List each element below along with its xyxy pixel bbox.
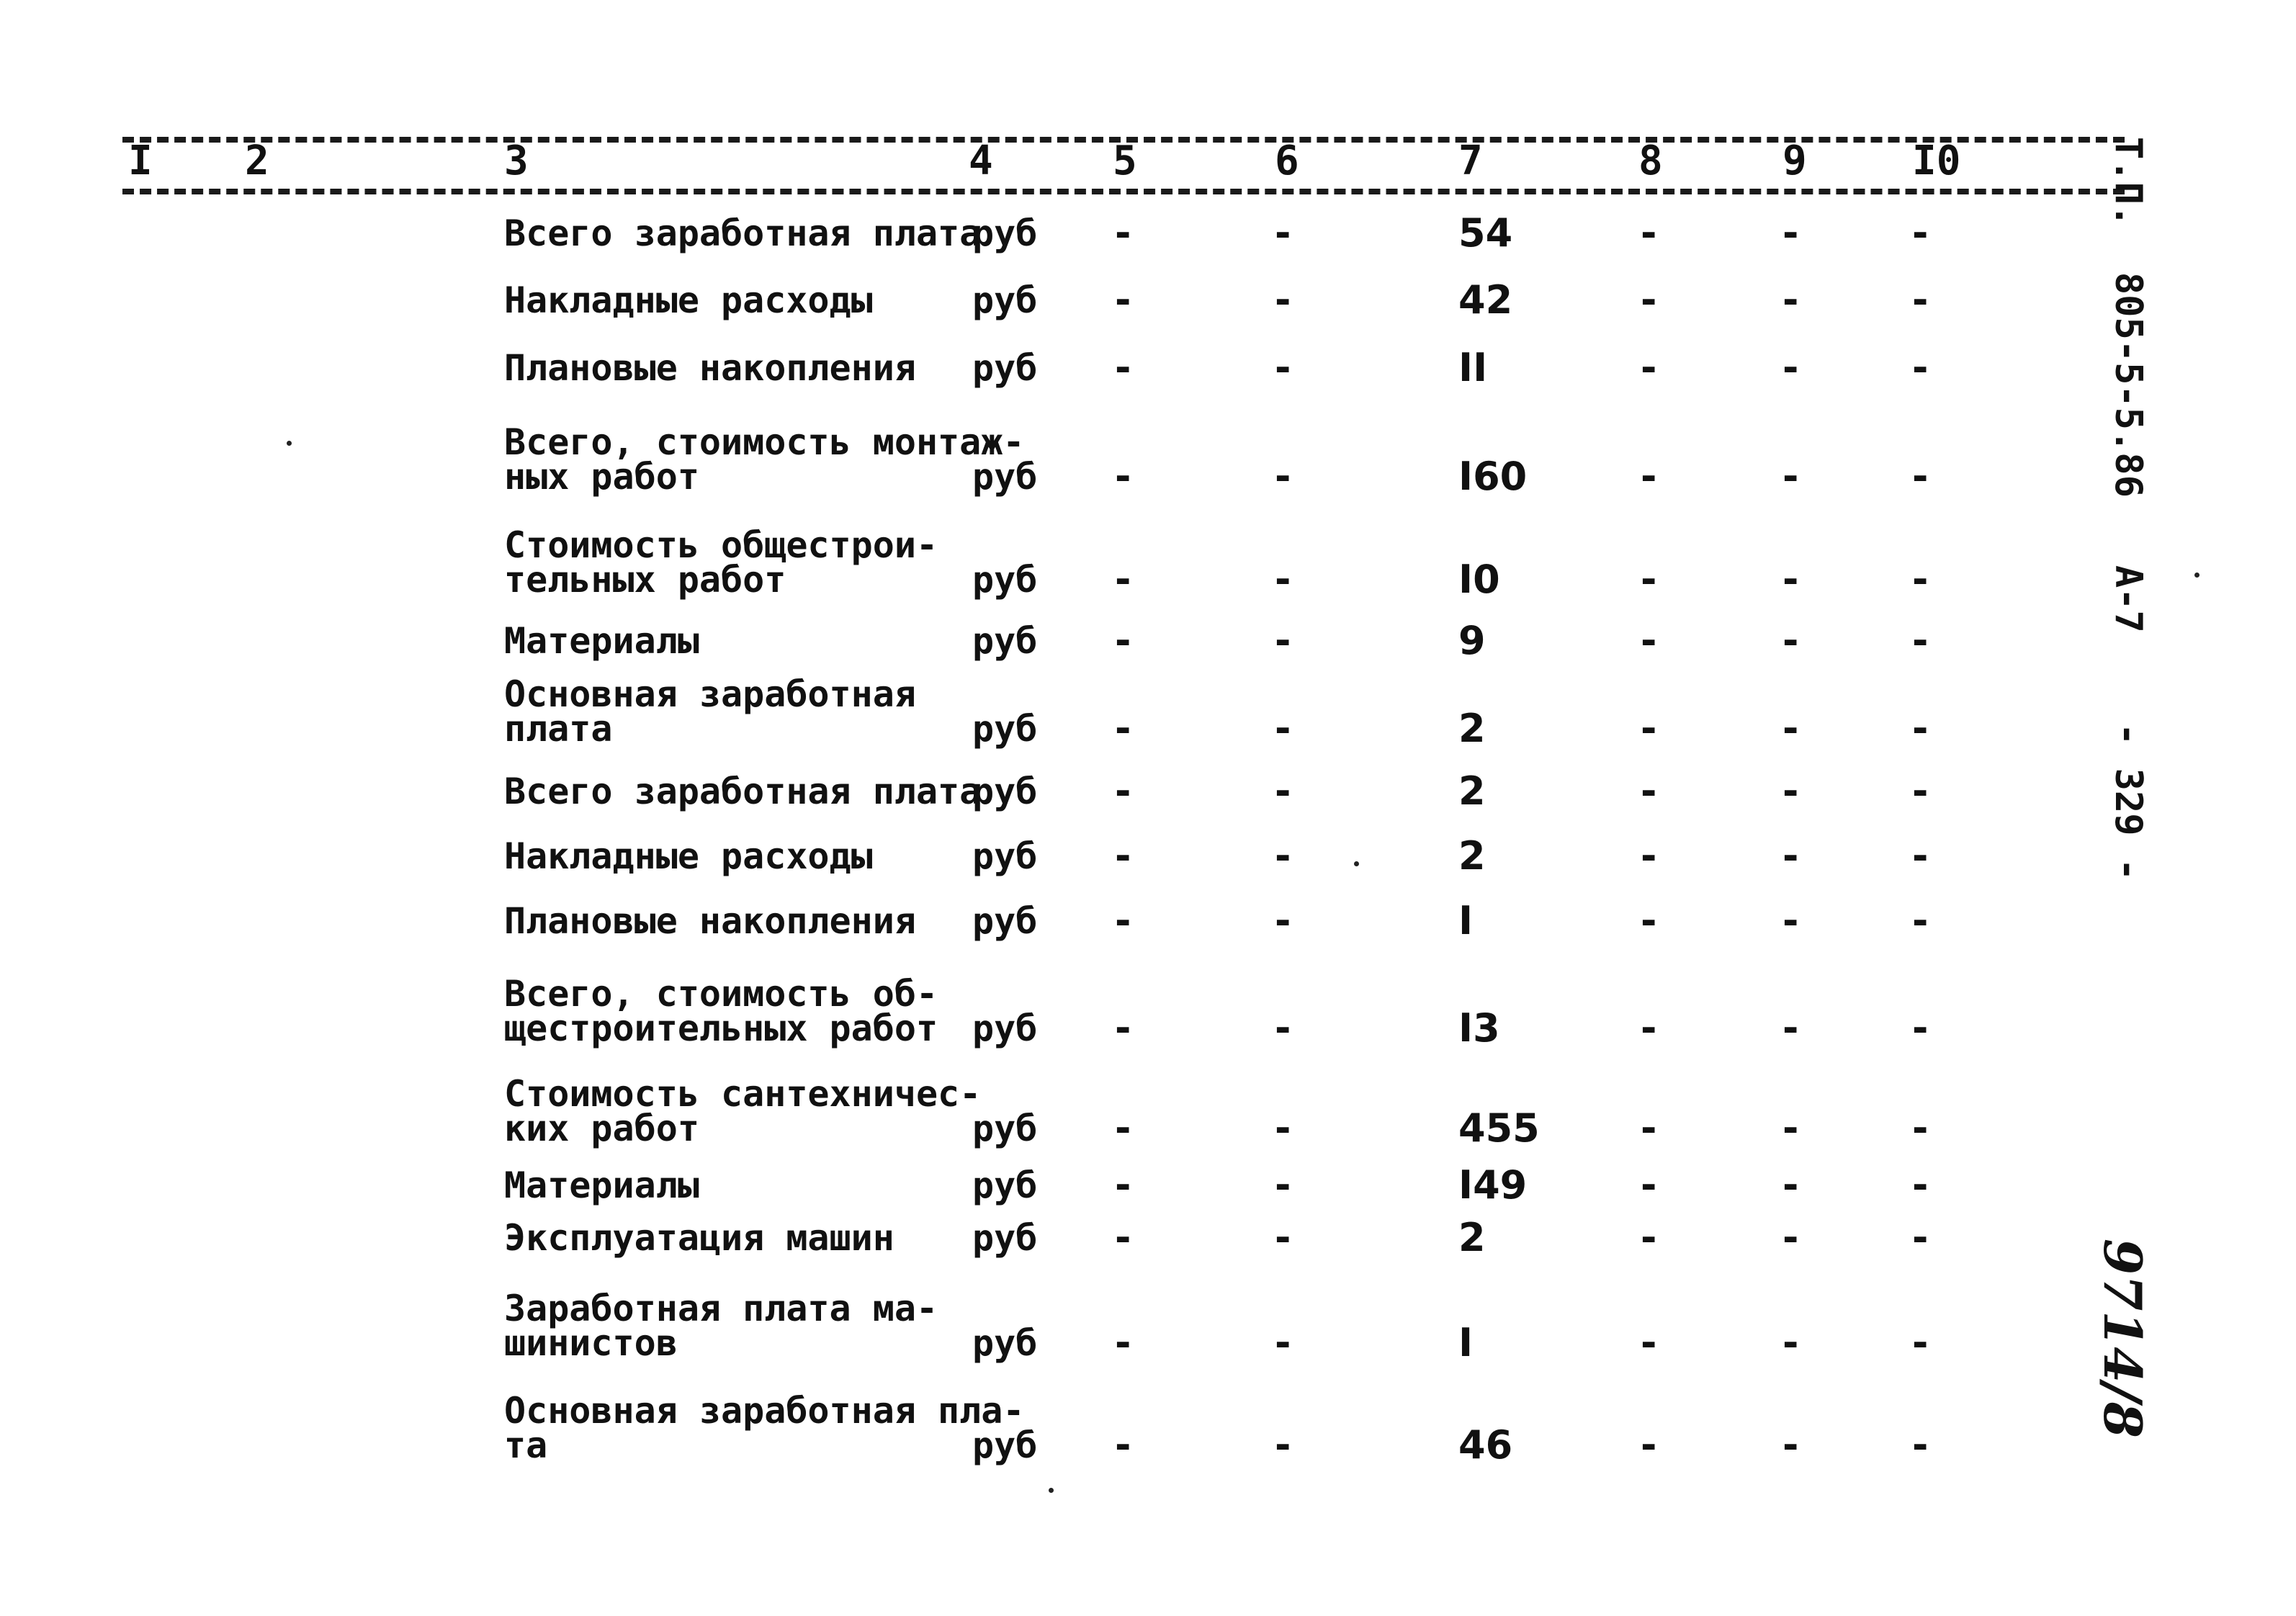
value-cell: - <box>1641 1105 1657 1151</box>
value-cell: - <box>1641 618 1657 663</box>
value-cell: - <box>1275 210 1291 256</box>
row-label: Основная заработная пла- та <box>504 1390 1025 1466</box>
value-cell: - <box>1641 277 1657 323</box>
value-cell: - <box>1641 833 1657 879</box>
row-label: Плановые накопления <box>504 347 916 389</box>
value-cell: - <box>1912 1215 1929 1260</box>
value-cell: - <box>1912 618 1929 663</box>
unit-cell: руб <box>972 835 1038 877</box>
value-cell: 46 <box>1458 1422 1513 1468</box>
value-cell: - <box>1275 454 1291 499</box>
document-code: Т.П. 805-5-5.86 А-7 - 329 - <box>2107 137 2150 881</box>
row-label: Стоимость сантехничес- ких работ <box>504 1073 982 1149</box>
unit-cell: руб <box>972 456 1038 498</box>
row-label: Всего, стоимость монтаж- ных работ <box>504 421 1025 498</box>
value-cell: 54 <box>1458 210 1513 256</box>
unit-cell: руб <box>972 559 1038 601</box>
value-cell: II <box>1458 345 1488 390</box>
value-cell: - <box>1115 454 1131 499</box>
row-label: Накладные расходы <box>504 835 873 877</box>
row-label: Материалы <box>504 620 699 662</box>
header-bottom-rule <box>122 189 2125 194</box>
unit-cell: руб <box>972 708 1038 750</box>
value-cell: - <box>1782 454 1799 499</box>
value-cell: - <box>1115 768 1131 814</box>
unit-cell: руб <box>972 1424 1038 1466</box>
value-cell: - <box>1912 454 1929 499</box>
value-cell: - <box>1115 1005 1131 1051</box>
value-cell: - <box>1782 557 1799 602</box>
value-cell: - <box>1275 833 1291 879</box>
value-cell: - <box>1912 898 1929 943</box>
value-cell: - <box>1912 210 1929 256</box>
unit-cell: руб <box>972 1164 1038 1206</box>
row-label: Накладные расходы <box>504 279 873 321</box>
value-cell: - <box>1275 1162 1291 1208</box>
column-header: 9 <box>1782 138 1807 184</box>
value-cell: - <box>1115 277 1131 323</box>
column-header: I <box>128 138 153 184</box>
value-cell: I49 <box>1458 1162 1528 1208</box>
value-cell: - <box>1912 277 1929 323</box>
value-cell: - <box>1641 454 1657 499</box>
value-cell: 2 <box>1458 1215 1486 1260</box>
value-cell: - <box>1275 768 1291 814</box>
value-cell: - <box>1115 706 1131 751</box>
row-label: Всего, стоимость об- щестроительных работ <box>504 973 938 1049</box>
value-cell: - <box>1115 557 1131 602</box>
unit-cell: руб <box>972 212 1038 254</box>
unit-cell: руб <box>972 1322 1038 1364</box>
value-cell: - <box>1912 345 1929 390</box>
unit-cell: руб <box>972 620 1038 662</box>
value-cell: - <box>1641 768 1657 814</box>
row-label: Основная заработная плата <box>504 673 916 750</box>
unit-cell: руб <box>972 347 1038 389</box>
value-cell: - <box>1275 898 1291 943</box>
value-cell: - <box>1115 618 1131 663</box>
value-cell: - <box>1275 1215 1291 1260</box>
value-cell: 9 <box>1458 618 1486 663</box>
value-cell: - <box>1275 277 1291 323</box>
value-cell: - <box>1641 1320 1657 1365</box>
value-cell: - <box>1275 1320 1291 1365</box>
value-cell: - <box>1782 898 1799 943</box>
value-cell: 2 <box>1458 768 1486 814</box>
value-cell: - <box>1641 898 1657 943</box>
value-cell: - <box>1641 1005 1657 1051</box>
unit-cell: руб <box>972 1108 1038 1149</box>
value-cell: 2 <box>1458 833 1486 879</box>
value-cell: - <box>1782 345 1799 390</box>
value-cell: I0 <box>1458 557 1500 602</box>
scan-speck <box>2194 573 2199 578</box>
value-cell: - <box>1115 345 1131 390</box>
value-cell: - <box>1782 706 1799 751</box>
value-cell: - <box>1115 1320 1131 1365</box>
value-cell: - <box>1782 1215 1799 1260</box>
row-label: Всего заработная плата <box>504 771 982 812</box>
column-header: 2 <box>245 138 269 184</box>
row-label: Всего заработная плата <box>504 212 982 254</box>
value-cell: - <box>1782 1162 1799 1208</box>
value-cell: - <box>1115 1105 1131 1151</box>
value-cell: 42 <box>1458 277 1513 323</box>
value-cell: - <box>1912 1422 1929 1468</box>
value-cell: - <box>1275 557 1291 602</box>
value-cell: - <box>1782 1422 1799 1468</box>
value-cell: - <box>1275 706 1291 751</box>
value-cell: - <box>1115 210 1131 256</box>
value-cell: I <box>1458 898 1474 943</box>
value-cell: - <box>1115 898 1131 943</box>
value-cell: - <box>1912 557 1929 602</box>
value-cell: - <box>1641 210 1657 256</box>
value-cell: - <box>1275 618 1291 663</box>
value-cell: I <box>1458 1320 1474 1365</box>
value-cell: - <box>1275 1422 1291 1468</box>
column-header: 6 <box>1275 138 1299 184</box>
value-cell: - <box>1275 1105 1291 1151</box>
value-cell: - <box>1641 1422 1657 1468</box>
column-header: 4 <box>969 138 993 184</box>
value-cell: - <box>1912 1162 1929 1208</box>
scan-speck <box>1049 1488 1054 1493</box>
unit-cell: руб <box>972 279 1038 321</box>
column-header: I0 <box>1912 138 1961 184</box>
value-cell: - <box>1782 277 1799 323</box>
row-label: Материалы <box>504 1164 699 1206</box>
value-cell: - <box>1782 1105 1799 1151</box>
value-cell: - <box>1115 1422 1131 1468</box>
value-cell: - <box>1115 1162 1131 1208</box>
value-cell: 455 <box>1458 1105 1540 1151</box>
unit-cell: руб <box>972 900 1038 942</box>
value-cell: - <box>1782 1005 1799 1051</box>
value-cell: 2 <box>1458 706 1486 751</box>
value-cell: - <box>1641 1215 1657 1260</box>
scan-speck <box>1354 861 1359 866</box>
value-cell: - <box>1641 345 1657 390</box>
value-cell: - <box>1912 706 1929 751</box>
value-cell: - <box>1641 706 1657 751</box>
row-label: Эксплуатация машин <box>504 1217 894 1259</box>
row-label: Заработная плата ма- шинистов <box>504 1288 938 1364</box>
value-cell: - <box>1782 210 1799 256</box>
unit-cell: руб <box>972 1007 1038 1049</box>
value-cell: - <box>1782 833 1799 879</box>
value-cell: - <box>1641 1162 1657 1208</box>
unit-cell: руб <box>972 771 1038 812</box>
value-cell: I3 <box>1458 1005 1500 1051</box>
value-cell: - <box>1782 1320 1799 1365</box>
scan-speck <box>287 441 292 446</box>
value-cell: - <box>1115 833 1131 879</box>
unit-cell: руб <box>972 1217 1038 1259</box>
column-header: 8 <box>1638 138 1663 184</box>
value-cell: - <box>1782 768 1799 814</box>
value-cell: - <box>1912 1105 1929 1151</box>
value-cell: - <box>1782 618 1799 663</box>
column-header: 3 <box>504 138 529 184</box>
handwritten-note: 9714/8 <box>2092 1239 2153 1438</box>
column-header: 7 <box>1458 138 1483 184</box>
value-cell: - <box>1275 1005 1291 1051</box>
row-label: Плановые накопления <box>504 900 916 942</box>
value-cell: - <box>1912 833 1929 879</box>
value-cell: - <box>1275 345 1291 390</box>
value-cell: - <box>1912 1320 1929 1365</box>
value-cell: - <box>1641 557 1657 602</box>
column-header: 5 <box>1113 138 1137 184</box>
value-cell: I60 <box>1458 454 1528 499</box>
value-cell: - <box>1912 768 1929 814</box>
value-cell: - <box>1912 1005 1929 1051</box>
value-cell: - <box>1115 1215 1131 1260</box>
row-label: Стоимость общестрои- тельных работ <box>504 524 938 601</box>
